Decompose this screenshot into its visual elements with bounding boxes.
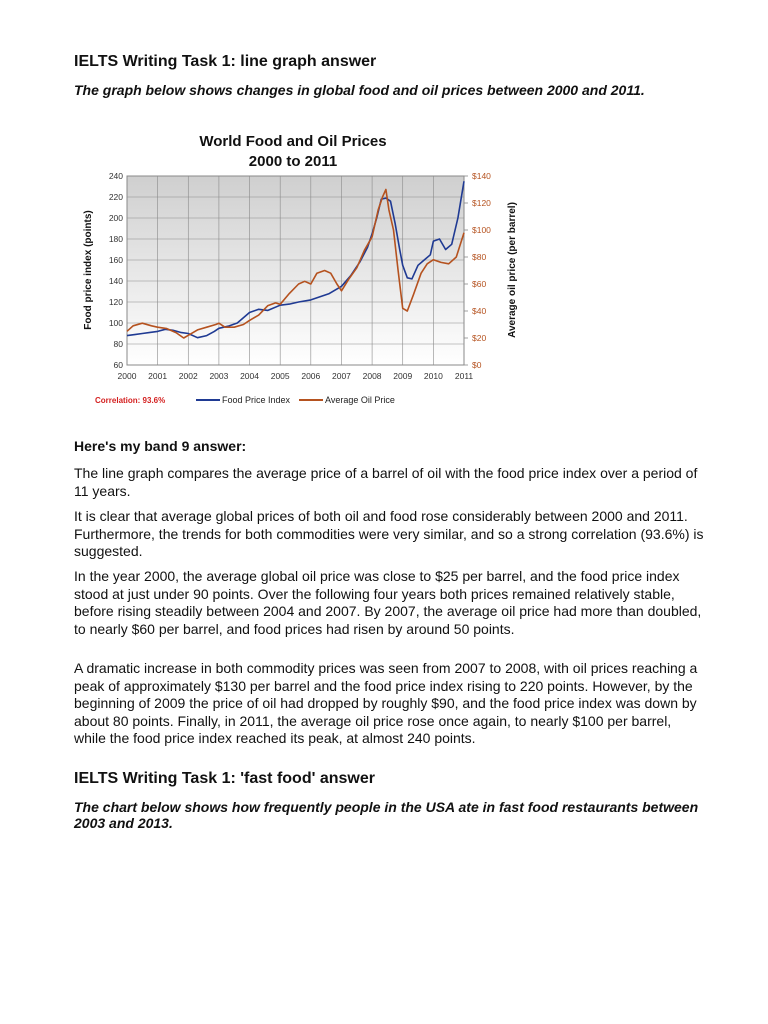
y-tick-label: 120 xyxy=(108,297,123,307)
answer-paragraph-4: A dramatic increase in both commodity prices was seen from 2007 to 2008, with oil prices reaching a peak of approximately $130 per barrel and the food price index rising to 220 points. However, by the beginning of 2009 the price of oil had dropped by roughly $90, and the food price index was down by about 80 points. Finally, in 2011, the average oil price rose once again, to nearly $100 per barrel, while the food price index reached its peak, at almost 240 points. xyxy=(74,660,698,746)
legend-label-oil: Average Oil Price xyxy=(325,395,395,405)
y-tick-label: 220 xyxy=(108,192,123,202)
y-tick-label: 200 xyxy=(108,213,123,223)
section-heading-fast-food: IELTS Writing Task 1: 'fast food' answer xyxy=(74,770,375,787)
x-tick-label: 2003 xyxy=(209,371,229,381)
y2-tick-label: $100 xyxy=(472,225,491,235)
task-question-line-graph: The graph below shows changes in global food and oil prices between 2000 and 2011. xyxy=(74,82,645,98)
y2-tick-label: $140 xyxy=(472,171,491,181)
x-tick-label: 2010 xyxy=(423,371,443,381)
legend-label-food: Food Price Index xyxy=(222,395,291,405)
y2-axis-ticks xyxy=(464,171,491,370)
y-tick-label: 80 xyxy=(113,339,123,349)
y2-tick-label: $80 xyxy=(472,252,487,262)
x-tick-label: 2002 xyxy=(178,371,198,381)
y2-axis-label: Average oil price (per barrel) xyxy=(507,202,518,338)
plot-area xyxy=(127,176,464,365)
y-tick-label: 160 xyxy=(108,255,123,265)
section-heading-line-graph: IELTS Writing Task 1: line graph answer xyxy=(74,53,377,70)
y-tick-label: 240 xyxy=(108,171,123,181)
x-tick-label: 2001 xyxy=(148,371,168,381)
x-axis-ticks xyxy=(118,371,474,381)
y2-tick-label: $120 xyxy=(472,198,491,208)
chart-title: World Food and Oil Prices xyxy=(199,133,387,150)
x-tick-label: 2011 xyxy=(454,371,474,381)
x-tick-label: 2006 xyxy=(301,371,321,381)
answer-paragraph-2: It is clear that average global prices of both oil and food rose considerably between 2000 and 2011. Furthermore, the trends for both commodities were very similar, and so a strong correlation (93.6%) is suggested. xyxy=(74,508,704,559)
y2-tick-label: $0 xyxy=(472,360,482,370)
chart-subtitle: 2000 to 2011 xyxy=(248,153,338,170)
y-tick-label: 100 xyxy=(108,318,123,328)
y-tick-label: 180 xyxy=(108,234,123,244)
x-tick-label: 2009 xyxy=(393,371,413,381)
task-question-fast-food: The chart below shows how frequently people in the USA ate in fast food restaurants between 2003 and 2013. xyxy=(74,799,699,831)
x-tick-label: 2005 xyxy=(270,371,290,381)
y-tick-label: 140 xyxy=(108,276,123,286)
y2-tick-label: $60 xyxy=(472,279,487,289)
line-chart xyxy=(74,124,524,414)
y2-tick-label: $40 xyxy=(472,306,487,316)
answer-paragraph-1: The line graph compares the average price of a barrel of oil with the food price index over a period of 11 years. xyxy=(74,465,698,499)
y-tick-label: 60 xyxy=(113,360,123,370)
answer-paragraph-3: In the year 2000, the average global oil price was close to $25 per barrel, and the food price index stood at just under 90 points. Over the following four years both prices remained relatively stable, before rising steadily between 2004 and 2007. By 2007, the average oil price had more than doubled, to nearly $60 per barrel, and food prices had risen by around 50 points. xyxy=(74,568,702,637)
y-axis-ticks xyxy=(109,171,123,370)
x-tick-label: 2007 xyxy=(331,371,351,381)
correlation-annotation: Correlation: 93.6% xyxy=(95,396,166,405)
answer-heading: Here's my band 9 answer: xyxy=(74,438,247,454)
y2-tick-label: $20 xyxy=(472,333,487,343)
x-tick-label: 2004 xyxy=(240,371,260,381)
x-tick-label: 2008 xyxy=(362,371,382,381)
y-axis-label: Food price index (points) xyxy=(83,210,94,330)
x-tick-label: 2000 xyxy=(117,371,137,381)
